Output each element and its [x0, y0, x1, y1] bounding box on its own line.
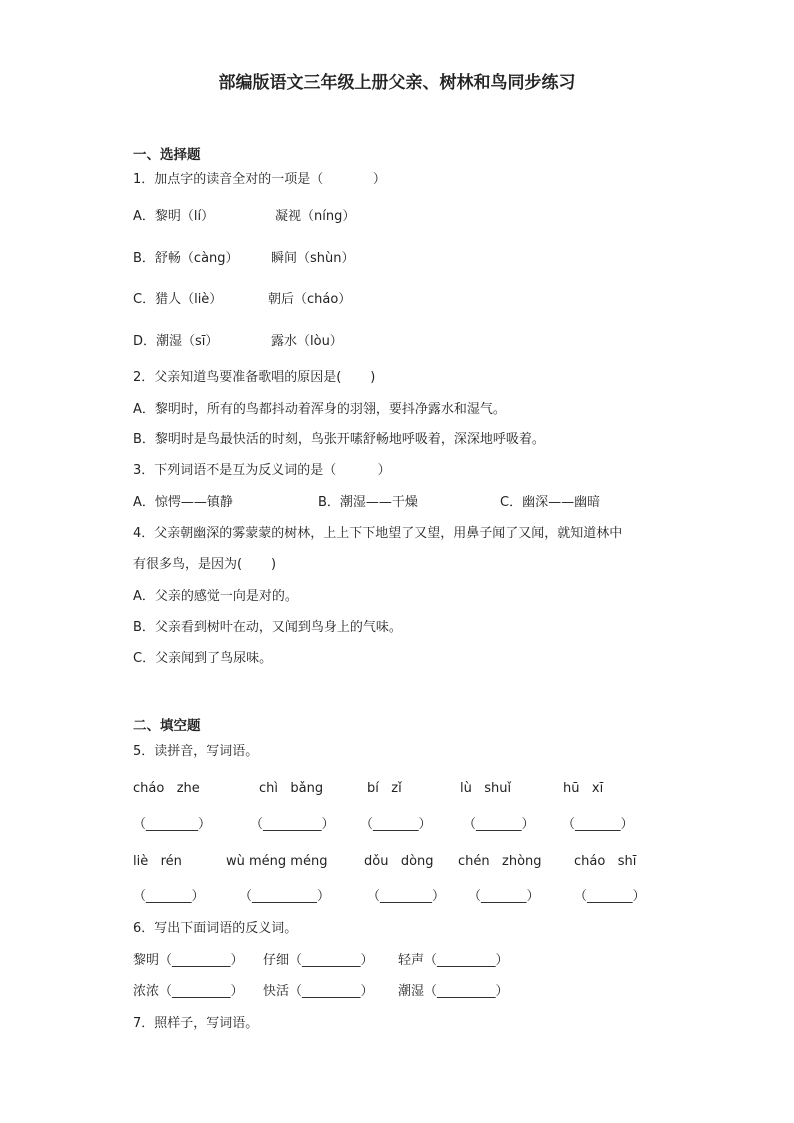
question-2-option-b: B．黎明时是鸟最快活的时刻，鸟张开嗉舒畅地呼吸着，深深地呼吸着。: [133, 432, 545, 447]
question-1-option-c-right: 朝后（cháo）: [268, 292, 352, 307]
question-6-stem: 6．写出下面词语的反义词。: [133, 921, 298, 936]
answer-blank-1-2[interactable]: （_________）: [250, 817, 335, 832]
question-3-stem: 3．下列词语不是互为反义词的是（ ）: [133, 463, 391, 478]
question-1-option-d-right: 露水（lòu）: [271, 334, 343, 349]
answer-blank-2-3[interactable]: （________）: [367, 889, 446, 904]
question-3-option-b: B．潮湿——干燥: [318, 495, 418, 510]
pinyin-1-3: bí zǐ: [367, 781, 402, 796]
answer-blank-2-1[interactable]: （_______）: [133, 889, 205, 904]
pinyin-1-2: chì bǎng: [259, 781, 324, 796]
answer-blank-1-1[interactable]: （________）: [133, 817, 212, 832]
answer-blank-2-5[interactable]: （_______）: [574, 889, 646, 904]
pinyin-2-4: chén zhòng: [458, 854, 542, 869]
antonym-item-5[interactable]: 快活（_________）: [263, 984, 374, 999]
answer-blank-2-4[interactable]: （_______）: [468, 889, 540, 904]
question-1-option-a-left: A．黎明（lí）: [133, 209, 215, 224]
question-7-stem: 7．照样子，写词语。: [133, 1016, 259, 1031]
question-1-option-b-left: B．舒畅（càng）: [133, 251, 239, 266]
question-1-option-c-left: C．猎人（liè）: [133, 292, 223, 307]
question-1-stem: 1．加点字的读音全对的一项是（ ）: [133, 172, 386, 187]
question-3-option-a: A．惊愕——镇静: [133, 495, 233, 510]
question-3-option-c: C．幽深——幽暗: [500, 495, 601, 510]
antonym-item-4[interactable]: 浓浓（_________）: [133, 984, 244, 999]
pinyin-2-5: cháo shī: [574, 854, 637, 869]
pinyin-1-5: hū xī: [563, 781, 604, 796]
answer-blank-1-5[interactable]: （_______）: [562, 817, 634, 832]
antonym-item-1[interactable]: 黎明（_________）: [133, 953, 244, 968]
question-2-stem: 2．父亲知道鸟要准备歌唱的原因是( ): [133, 370, 376, 385]
question-5-stem: 5．读拼音，写词语。: [133, 744, 259, 759]
question-4-stem-line-2: 有很多鸟，是因为( ): [133, 557, 277, 572]
antonym-item-2[interactable]: 仔细（_________）: [263, 953, 374, 968]
section-heading-fill: 二、填空题: [133, 718, 201, 734]
answer-blank-2-2[interactable]: （__________）: [239, 889, 331, 904]
pinyin-2-1: liè rén: [133, 854, 182, 869]
antonym-item-3[interactable]: 轻声（_________）: [398, 953, 509, 968]
question-4-option-a: A．父亲的感觉一向是对的。: [133, 589, 298, 604]
question-4-stem-line-1: 4．父亲朝幽深的雾蒙蒙的树林，上上下下地望了又望，用鼻子闻了又闻，就知道林中: [133, 526, 623, 541]
question-4-option-c: C．父亲闻到了鸟尿味。: [133, 651, 273, 666]
question-1-option-d-left: D．潮湿（sī）: [133, 334, 219, 349]
pinyin-2-3: dǒu dòng: [364, 854, 434, 869]
page-title: 部编版语文三年级上册父亲、树林和鸟同步练习: [218, 73, 576, 93]
answer-blank-1-4[interactable]: （_______）: [463, 817, 535, 832]
question-4-option-b: B．父亲看到树叶在动，又闻到鸟身上的气味。: [133, 620, 402, 635]
pinyin-1-1: cháo zhe: [133, 781, 200, 796]
answer-blank-1-3[interactable]: （_______）: [360, 817, 432, 832]
pinyin-2-2: wù méng méng: [226, 854, 328, 869]
question-1-option-a-right: 凝视（níng）: [275, 209, 356, 224]
question-2-option-a: A．黎明时，所有的鸟都抖动着浑身的羽翎，要抖净露水和湿气。: [133, 402, 506, 417]
section-heading-choice: 一、选择题: [133, 147, 201, 163]
pinyin-1-4: lù shuǐ: [460, 781, 512, 796]
question-1-option-b-right: 瞬间（shùn）: [271, 251, 355, 266]
antonym-item-6[interactable]: 潮湿（_________）: [398, 984, 509, 999]
